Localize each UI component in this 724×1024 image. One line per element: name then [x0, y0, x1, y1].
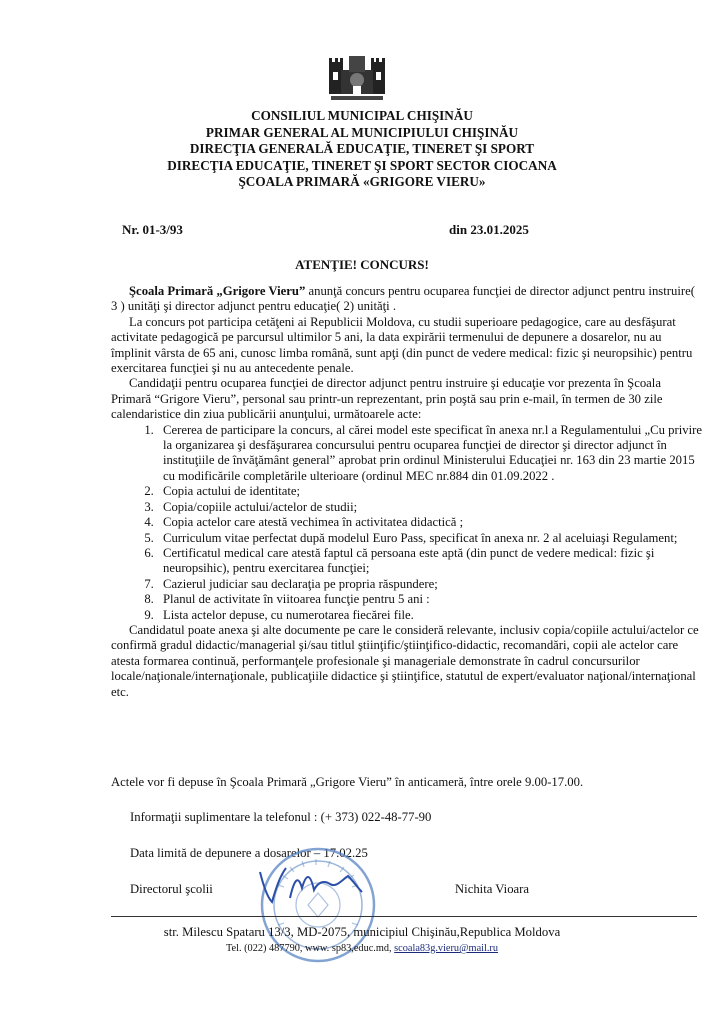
director-signature-icon — [250, 858, 390, 908]
signatory-title: Directorul şcolii — [130, 882, 213, 896]
footer-contacts — [0, 943, 724, 954]
school-name: Şcoala Primară „Grigore Vieru” — [129, 284, 306, 298]
document-date: din 23.01.2025 — [449, 222, 529, 237]
list-item: 9. Lista actelor depuse, cu numerotarea fiecărei file. — [157, 608, 704, 623]
header-mayor: PRIMAR GENERAL AL MUNICIPIULUI CHIŞINĂU — [205, 124, 519, 140]
footer-email-link[interactable]: scoala83g.vieru@mail.ru — [394, 943, 499, 954]
paragraph-additional-docs: Candidatul poate anexa şi alte documente pe care le consideră relevante, inclusiv copia/copiile actului/actelor ce confirmă gradul didactic/managerial şi/sau titlul ştiinţific/ştiinţifico-didactic, recomandări, copii ale actelor care atesta formarea continuă, performanţele profesionale şi manageriale demonstrate în cadrul concursurilor locale/naţionale/internaţionale, publicaţiile didactice şi ştiinţifice, statutul de expert/evaluator naţional/internaţional etc. — [111, 622, 699, 699]
list-item: 8. Planul de activitate în viitoarea funcţie pentru 5 ani : — [157, 592, 704, 607]
footer-phone-web: Tel. (022) 487790, www. sp83,educ.md, — [225, 943, 395, 954]
submission-info: Actele vor fi depuse în Şcoala Primară „Grigore Vieru” în anticameră, între orele 9.00-17.00. — [111, 775, 584, 789]
header-sector-directorate: DIRECŢIA EDUCAŢIE, TINERET ŞI SPORT SECTOR CIOCANA — [167, 157, 557, 173]
list-item: 7. Cazierul judiciar sau declaraţia pe propria răspundere; — [157, 577, 704, 592]
list-item: 1. Cererea de participare la concurs, al cărei model este specificat în anexa nr.l a Regulamentului „Cu privire la organizarea şi desfăşurarea concursului pentru ocuparea funcţiei de director şi director adjunct în instituţiile de învăţământ general” aprobat prin ordinul Ministerului Educaţiei nr. 163 din 23 martie 2015 cu modificările completările ulterioare (ordinul MEC nr.884 din 01.09.2022 . — [157, 423, 704, 485]
paragraph-requirements: Candidaţii pentru ocuparea funcţiei de director adjunct pentru instruire şi educaţie vor prezenta în Şcoala Primară “Grigore Vieru”, personal sau printr-un reprezentant, prin poştă sau prin e-mail, în termen de 30 zile calendaristice din ziua publicării anunţului, următoarele acte: — [111, 376, 663, 422]
director-name: Nichita Vioara — [455, 882, 530, 896]
list-item: 5. Curriculum vitae perfectat după modelul Euro Pass, specificat în anexa nr. 2 al aceluiaşi Regulament; — [157, 531, 704, 546]
footer-address: str. Milescu Spataru 13/3, MD-2075, municipiul Chişinău,Republica Moldova — [163, 925, 561, 939]
list-item: 4. Copia actelor care atestă vechimea în activitatea didactică ; — [157, 515, 704, 530]
header-general-directorate: DIRECŢIA GENERALĂ EDUCAŢIE, TINERET ŞI SPORT — [189, 141, 535, 157]
list-item: 3. Copia/copiile actului/actelor de studii; — [157, 500, 704, 515]
header-council: CONSILIUL MUNICIPAL CHIŞINĂU — [251, 108, 473, 123]
header-school: ŞCOALA PRIMARĂ «GRIGORE VIERU» — [238, 174, 486, 190]
announcement-body — [111, 284, 704, 700]
intro-text: anunţă concurs pentru ocuparea funcţiei de director adjunct pentru instruire( 3 ) unităţi şi director adjunct pentru educaţie( 2) unităţi . — [111, 284, 695, 314]
documents-list — [111, 423, 704, 623]
list-item: 2. Copia actului de identitate; — [157, 484, 704, 499]
announcement-title: ATENŢIE! CONCURS! — [295, 257, 429, 272]
institution-header — [100, 108, 624, 191]
phone-info: Informaţii suplimentare la telefonul : (+ 373) 022-48-77-90 — [130, 810, 432, 824]
paragraph-eligibility: La concurs pot participa cetăţeni ai Republicii Moldova, cu studii superioare pedagogice, care au desfăşurat activitate pedagogică pe parcursul ultimilor 5 ani, la data expirării termenului de depunere a dosarelor, nu au împlinit vârsta de 65 ani, cunosc limba română, sunt apţi (din punct de vedere medical: fizic şi neuropsihic) pentru exercitarea funcţiei şi nu au antecedente penale. — [111, 314, 693, 376]
document-number: Nr. 01-3/93 — [122, 222, 183, 237]
list-item: 6. Certificatul medical care atestă faptul că persoana este aptă (din punct de vedere medical: fizic şi neuropsihic), pentru exercitarea funcţiei; — [157, 546, 704, 577]
deadline-info: Data limită de depunere a dosarelor – 17.02.25 — [130, 846, 368, 860]
paragraph-intro — [111, 284, 704, 315]
chisinau-coat-of-arms-icon — [327, 52, 387, 102]
footer-divider — [111, 916, 697, 917]
